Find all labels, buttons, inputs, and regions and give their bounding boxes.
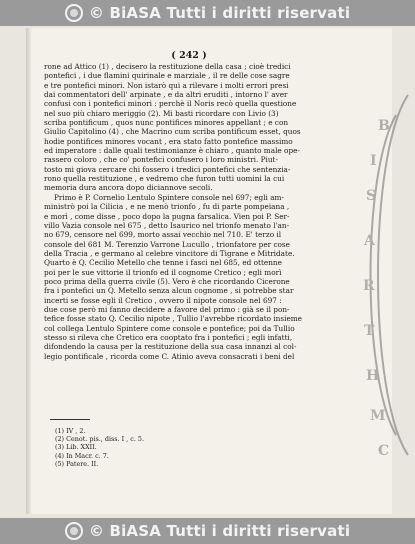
text-line: col collega Lentulo Spintere come console e pontefice; poi da Tullio (44, 323, 295, 333)
text-line: tosto mi giova cercare chi fossero i tredici pontefici che sentenzia- (44, 164, 291, 174)
footnotes (55, 427, 255, 468)
text-line: due cose però mi fanno decidere a favore del primo : già se il pon- (44, 304, 290, 314)
text-line: console del 681 M. Terenzio Varrone Lucullo , trionfatore per cose (44, 239, 290, 249)
text-line: confusi con i pontefici minori : perchè il Noris recò quella questione (44, 99, 297, 109)
text-line: legio pontificale , ricorda come C. Atinio aveva consacrati i beni del (44, 351, 295, 361)
watermark-banner-top (0, 0, 415, 26)
text-line: difondendo la causa per la restituzione della sua casa innanzi al col- (44, 342, 297, 352)
text-line: villo Vazia console nel 675 , detto Isaurico nel trionfo menato l'an- (44, 220, 290, 230)
text-line: Primo è P. Cornelio Lentulo Spintere console nel 697; egli am- (54, 192, 284, 202)
svg-text:A: A (364, 233, 375, 249)
text-line: rono quella restituzione , e vedremo che furon tutti uomini la cui (44, 174, 285, 184)
text-line: ed imperatore : dalle quali testimonianze è chiaro , quanto male ope- (44, 146, 300, 156)
text-line: Giulio Capitolino (4) , che Macrino cum scriba pontificum esset, quos (44, 127, 301, 137)
watermark-text-bottom: © BiASA Tutti i diritti riservati (88, 522, 351, 540)
text-line: pontefici , i due flamini quirinale e marziale , il re delle cose sagre (44, 71, 290, 81)
text-line: incerti se fosse egli il Cretico , ovvero il nipote console nel 697 : (44, 295, 282, 305)
text-line: e morì , come disse , poco dopo la pugna farsalica. Vien poi P. Ser- (44, 211, 290, 221)
text-line: rassero coloro , che co' pontefici confusero i loro ministri. Piut- (44, 155, 278, 165)
page-body-text (44, 62, 362, 361)
text-line: ministrò poi la Cilicia , e ne menò trionfo , fu di parte pompeiana , (44, 202, 290, 212)
footnote-rule (50, 419, 90, 420)
watermark-banner-bottom (0, 518, 415, 544)
svg-text:B: B (378, 118, 390, 134)
svg-text:M: M (370, 408, 386, 424)
watermark-text-top: © BiASA Tutti i diritti riservati (88, 4, 351, 22)
footnote: (3) Lib. XXII. (55, 443, 97, 452)
text-line: poco prima della guerra civile (5). Vero è che ricordando Cicerone (44, 276, 290, 286)
page-number: ( 242 ) (171, 50, 207, 61)
text-line: hodie pontifices minores vocant , era stato fatto pontefice massimo (44, 136, 293, 146)
text-line: tefice fosse stato Q. Cecilio nipote , Tullio l'avrebbe ricordato insieme (44, 314, 303, 324)
text-line: nel suo più chiaro meriggio (2). Mi basti ricordare con Livio (3) (44, 108, 279, 118)
biasa-logo-icon (65, 522, 83, 540)
svg-text:I: I (370, 153, 377, 169)
svg-text:H: H (366, 368, 380, 384)
text-line: della Tracia , e germano al celebre vincitore di Tigrane e Mitridate. (44, 248, 295, 258)
svg-text:T: T (364, 323, 375, 339)
svg-text:S: S (366, 188, 377, 204)
text-line: scriba pontificum , quos nunc pontifices minores appellant ; e con (44, 118, 289, 128)
page-gutter-shadow (26, 28, 32, 514)
footnote: (2) Cenot. pis., diss. I , c. 5. (55, 435, 144, 444)
library-stamp-icon (338, 35, 414, 510)
text-line: dai commentatori dell' arpinate , e da altri eruditi , intorno l' aver (44, 90, 288, 100)
text-line: fra i pontefici un Q. Metello senza alcun cognome , si potrebbe star (44, 286, 294, 296)
text-line: poi per le sue vittorie il trionfo ed il cognome Cretico ; egli morì (44, 267, 282, 277)
text-line: e tre pontefici minori. Non istarò qui a rilevare i molti errori presi (44, 80, 289, 90)
footnote: (1) IV , 2. (55, 427, 86, 435)
text-line: rone ad Attico (1) , decisero la restituzione della casa ; cioè tredici (44, 62, 291, 71)
biasa-logo-icon (65, 4, 83, 22)
text-line: memoria dura ancora dopo diciannove secoli. (44, 183, 213, 193)
text-line: no 679, censore nel 699, morto assai vecchio nel 710. E' terzo il (44, 230, 282, 240)
footnote: (4) In Macr. c. 7. (55, 451, 109, 460)
footnote: (5) Patere. II. (55, 459, 99, 468)
svg-text:C: C (378, 443, 390, 459)
text-line: stesso si rileva che Cretico era cooptato fra i pontefici ; egli infatti, (44, 332, 293, 342)
text-line: Quarto è Q. Cecilio Metello che tenne i fasci nel 685, ed ottenne (44, 258, 282, 268)
svg-text:R: R (363, 278, 375, 294)
